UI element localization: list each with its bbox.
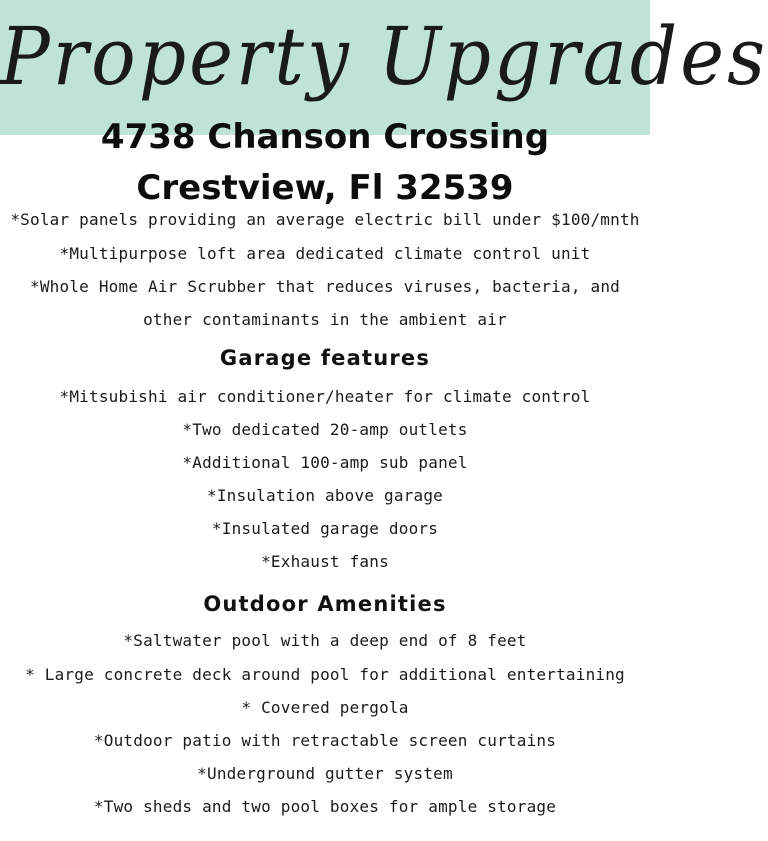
- garage-heading: Garage features: [219, 346, 431, 370]
- outdoor-item: *Outdoor patio with retractable screen curtains: [93, 731, 557, 750]
- page-title: Property Upgrades: [0, 10, 768, 104]
- garage-item: *Additional 100-amp sub panel: [182, 453, 468, 472]
- garage-item: *Exhaust fans: [261, 552, 389, 571]
- upgrade-item: *Multipurpose loft area dedicated climate control unit: [59, 244, 591, 263]
- outdoor-item: *Saltwater pool with a deep end of 8 feet: [123, 631, 527, 650]
- outdoor-item: * Large concrete deck around pool for additional entertaining: [25, 665, 625, 684]
- address-street: 4738 Chanson Crossing: [100, 117, 550, 157]
- upgrade-item: *Whole Home Air Scrubber that reduces viruses, bacteria, and: [30, 277, 620, 296]
- outdoor-heading: Outdoor Amenities: [203, 592, 447, 616]
- garage-item: *Two dedicated 20-amp outlets: [182, 420, 468, 439]
- outdoor-item: * Covered pergola: [241, 698, 409, 717]
- upgrade-item: other contaminants in the ambient air: [143, 310, 507, 329]
- address-city: Crestview, Fl 32539: [136, 168, 514, 208]
- outdoor-item: *Underground gutter system: [197, 764, 453, 783]
- outdoor-item: *Two sheds and two pool boxes for ample storage: [93, 797, 557, 816]
- garage-item: *Insulated garage doors: [211, 519, 439, 538]
- garage-item: *Mitsubishi air conditioner/heater for climate control: [59, 387, 591, 406]
- upgrade-item: *Solar panels providing an average electric bill under $100/mnth: [10, 210, 640, 229]
- garage-item: *Insulation above garage: [207, 486, 443, 505]
